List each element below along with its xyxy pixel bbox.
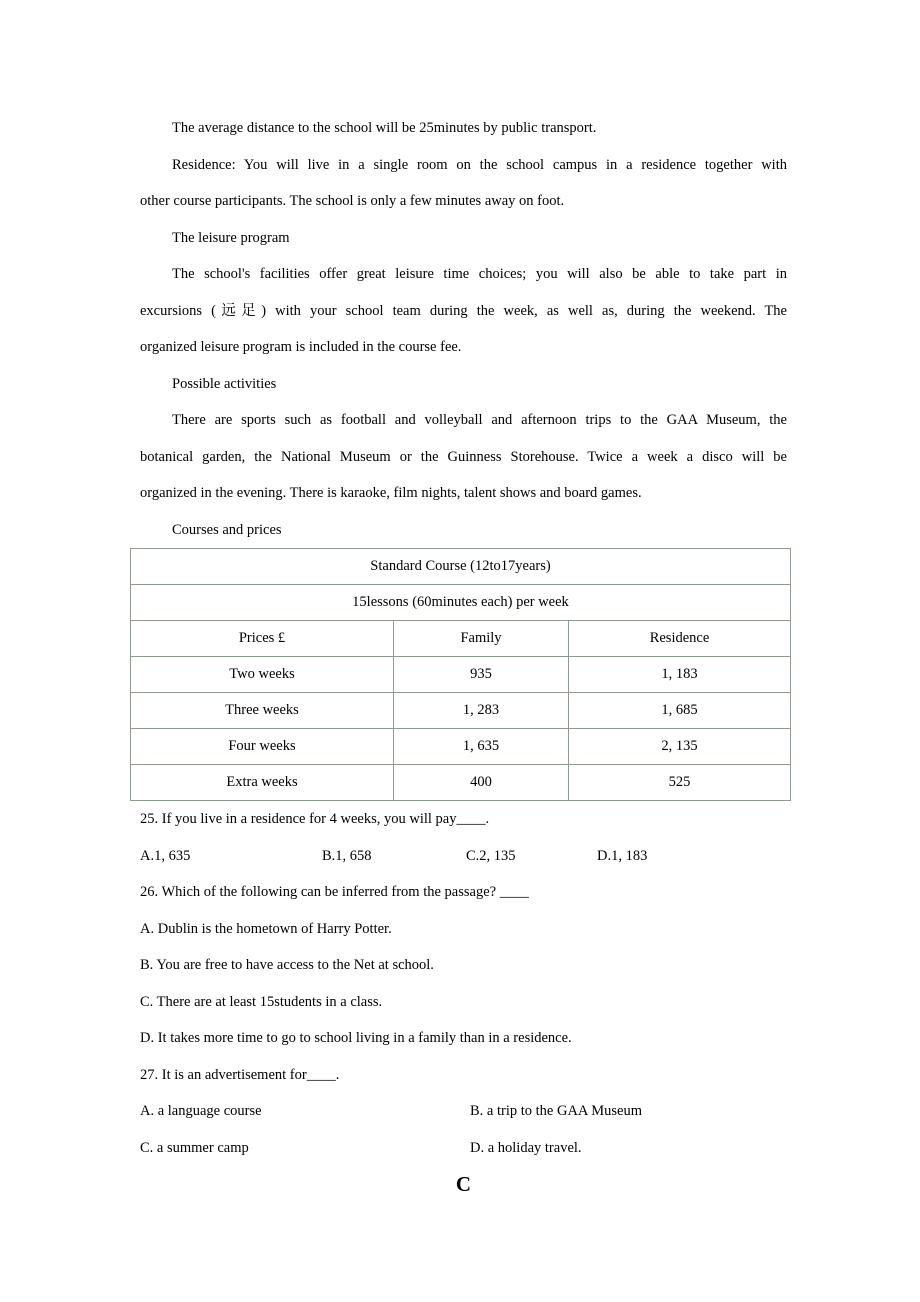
paragraph-line: The school's facilities offer great leisure time choices; you will also be able to take part in [172, 266, 787, 282]
paragraph-line: organized leisure program is included in the course fee. [140, 339, 462, 355]
table-row [131, 765, 791, 801]
answer-option: A. Dublin is the hometown of Harry Potter. [140, 920, 392, 937]
table-row [131, 693, 791, 729]
answer-option: D. It takes more time to go to school living in a family than in a residence. [140, 1030, 572, 1046]
courses-prices-table [130, 548, 791, 801]
answer-option: B.1, 658 [322, 847, 372, 864]
paragraph-line: There are sports such as football and volleyball and afternoon trips to the GAA Museum, the [172, 412, 787, 428]
question-options-row [140, 838, 787, 875]
paragraph-line: organized in the evening. There is karaoke, film nights, talent shows and board games. [140, 485, 642, 501]
answer-option: C. There are at least 15students in a class. [140, 993, 383, 1010]
paragraph-line: excursions (远足) with your school team during the week, as well as, during the weekend. The [140, 302, 787, 319]
table-row [131, 657, 791, 693]
answer-option: A. a language course [140, 1103, 262, 1119]
row-label: Two weeks [131, 657, 394, 693]
answer-option: C. a summer camp [140, 1139, 249, 1156]
answer-option: B. You are free to have access to the Net at school. [140, 957, 434, 973]
paragraph-line: other course participants. The school is only a few minutes away on foot. [140, 193, 565, 209]
paragraph-line: The average distance to the school will be 25minutes by public transport. [172, 120, 597, 136]
paragraph-line: Residence: You will live in a single room on the school campus in a residence together with [172, 156, 787, 173]
row-label: Extra weeks [131, 765, 394, 801]
residence-price: 2, 135 [569, 729, 791, 765]
row-label: Three weeks [131, 693, 394, 729]
residence-price: 525 [569, 765, 791, 801]
answer-option: C.2, 135 [466, 847, 516, 864]
answer-option: D.1, 183 [597, 847, 648, 864]
paragraph-line: The leisure program [172, 229, 290, 246]
question-stem: 27. It is an advertisement for____. [140, 1066, 340, 1083]
question-options-row [140, 1130, 787, 1167]
question-options-row [140, 1093, 787, 1130]
row-label: Four weeks [131, 729, 394, 765]
section-letter-row [140, 1166, 787, 1206]
column-header-family: Family [394, 621, 569, 657]
family-price: 935 [394, 657, 569, 693]
answer-option: B. a trip to the GAA Museum [470, 1103, 642, 1119]
answer-option: D. a holiday travel. [470, 1139, 582, 1156]
table-row [131, 585, 791, 621]
question-stem: 26. Which of the following can be inferred from the passage? ____ [140, 884, 529, 900]
family-price: 1, 635 [394, 729, 569, 765]
document-content [140, 110, 787, 1206]
family-price: 1, 283 [394, 693, 569, 729]
table-row [131, 729, 791, 765]
paragraph-line: botanical garden, the National Museum or the Guinness Storehouse. Twice a week a disco will be [140, 448, 787, 465]
family-price: 400 [394, 765, 569, 801]
question-stem: 25. If you live in a residence for 4 weeks, you will pay____. [140, 811, 490, 827]
questions-section [140, 801, 787, 1166]
answer-option: A.1, 635 [140, 847, 191, 864]
residence-price: 1, 183 [569, 657, 791, 693]
table-header-row [131, 621, 791, 657]
table-title: Standard Course (12to17years) [131, 549, 791, 585]
column-header-prices: Prices £ [131, 621, 394, 657]
residence-price: 1, 685 [569, 693, 791, 729]
section-letter: C [455, 1172, 472, 1196]
table-subtitle: 15lessons (60minutes each) per week [131, 585, 791, 621]
table-row [131, 549, 791, 585]
paragraph-line: Courses and prices [172, 521, 282, 538]
column-header-residence: Residence [569, 621, 791, 657]
paragraph-line: Possible activities [172, 375, 277, 392]
